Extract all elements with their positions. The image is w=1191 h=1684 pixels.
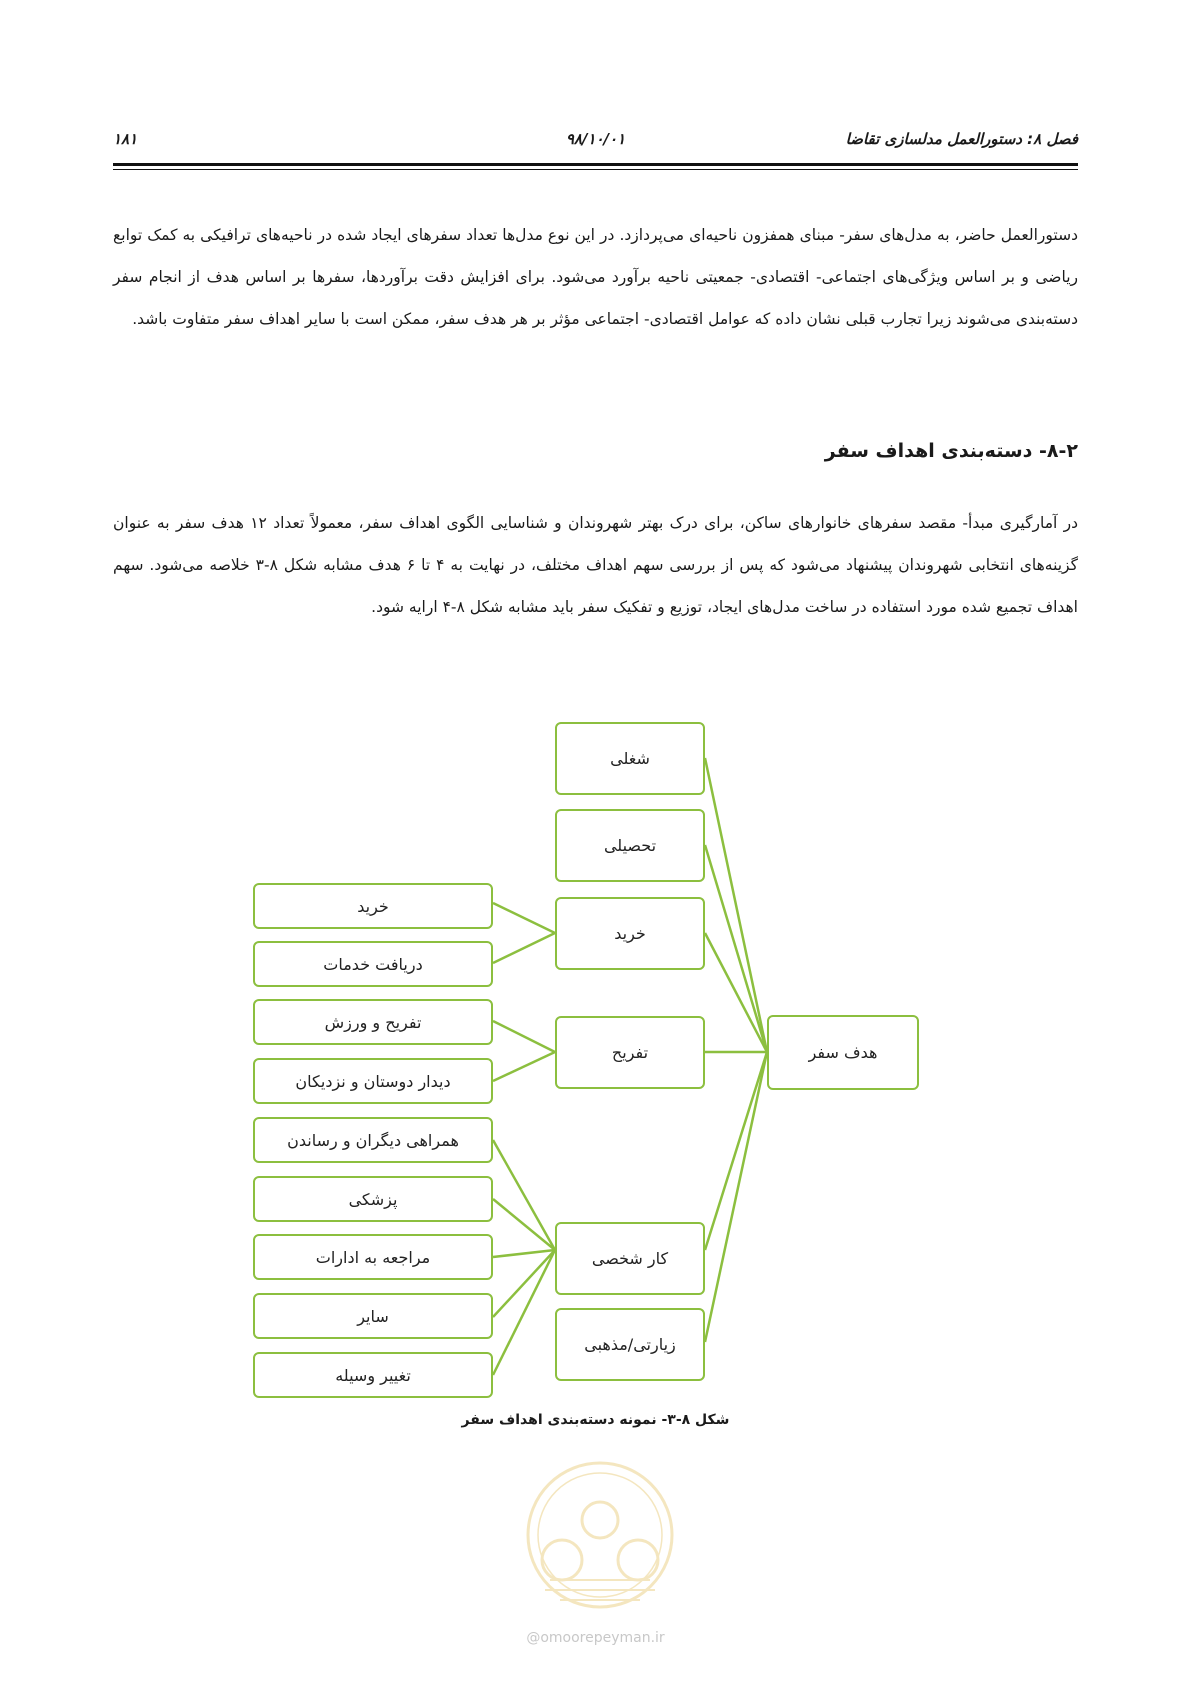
watermark-logo [490, 1440, 710, 1620]
connector-line [493, 1021, 555, 1052]
left-box-medical: پزشکی [253, 1176, 493, 1222]
page-number: ۱۸۱ [113, 130, 138, 148]
left-box-mode-change: تغییر وسیله [253, 1352, 493, 1398]
middle-box-religious: زیارتی/مذهبی [555, 1308, 705, 1381]
left-box-other: سایر [253, 1293, 493, 1339]
connector-line [493, 1250, 555, 1257]
connector-line [493, 1199, 555, 1250]
left-box-shopping: خرید [253, 883, 493, 929]
left-box-recreation-sport: تفریح و ورزش [253, 999, 493, 1045]
connector-line [493, 903, 555, 933]
header-date: ۹۸/۱۰/۰۱ [565, 130, 626, 148]
middle-box-work: شغلی [555, 722, 705, 795]
connector-line [493, 1250, 555, 1317]
chapter-title: فصل ۸: دستورالعمل مدلسازی تقاضا [845, 130, 1078, 148]
connector-line [705, 1052, 767, 1342]
watermark-url: @omoorepeyman.ir [526, 1630, 665, 1646]
connector-line [493, 1052, 555, 1081]
connector-line [705, 1052, 767, 1250]
middle-box-personal-business: کار شخصی [555, 1222, 705, 1295]
root-box-trip-purpose: هدف سفر [767, 1015, 919, 1090]
connector-line [705, 758, 767, 1052]
left-box-escorting: همراهی دیگران و رساندن [253, 1117, 493, 1163]
section-heading: ۸-۲- دسته‌بندی اهداف سفر [824, 440, 1078, 462]
middle-box-shopping: خرید [555, 897, 705, 970]
left-box-services: دریافت خدمات [253, 941, 493, 987]
connector-line [493, 933, 555, 963]
left-box-offices: مراجعه به ادارات [253, 1234, 493, 1280]
connector-line [493, 1250, 555, 1375]
figure-caption: شکل ۸-۳- نمونه دسته‌بندی اهداف سفر [461, 1412, 730, 1428]
left-box-visiting: دیدار دوستان و نزدیکان [253, 1058, 493, 1104]
connector-line [493, 1140, 555, 1250]
body-paragraph: در آمارگیری مبدأ- مقصد سفرهای خانوارهای ساکن، برای درک بهتر شهروندان و شناسایی الگوی اهداف سفر، معمولاً تعداد ۱۲ هدف سفر به عنوان گزینه‌های انتخابی شهروندان پیشنهاد می‌شود که پس از بررسی سهم اهداف مختلف، در نهایت به ۴ تا ۶ هدف مشابه شکل ۸-۳ خلاصه می‌شود. سهم اهداف تجمیع شده مورد استفاده در ساخت مدل‌های ایجاد، توزیع و تفکیک سفر باید مشابه شکل ۸-۴ ارایه شود. [113, 514, 1078, 616]
middle-box-recreation: تفریح [555, 1016, 705, 1089]
middle-box-education: تحصیلی [555, 809, 705, 882]
intro-paragraph: دستورالعمل حاضر، به مدل‌های سفر- مبنای همفزون ناحیه‌ای می‌پردازد. در این نوع مدل‌ها تعداد سفرهای ایجاد شده در ناحیه‌های ترافیکی به کمک توابع ریاضی و بر اساس ویژگی‌های اجتماعی- اقتصادی- جمعیتی ناحیه برآورد می‌شود. برای افزایش دقت برآوردها، سفرها بر اساس هدف از انجام سفر دسته‌بندی می‌شوند زیرا تجارب قبلی نشان داده که عوامل اقتصادی- اجتماعی مؤثر بر هر هدف سفر، ممکن است با سایر اهداف سفر متفاوت باشد. [113, 226, 1078, 328]
